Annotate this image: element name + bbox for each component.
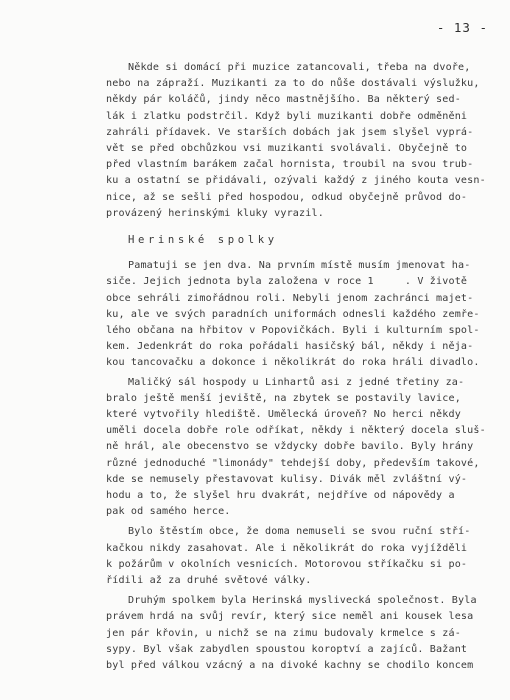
text-line: obce sehráli zimořádnou roli. Nebyli jenom zachránci majet-	[106, 292, 474, 304]
text-line: před vlastním barákem začal hornista, troubil na svou trub-	[106, 159, 474, 171]
text-line: Pamatuji se jen dva. Na prvním místě musím jmenovat ha-	[128, 260, 471, 272]
text-line: řídili až za druhé světové války.	[106, 575, 312, 586]
text-line: kačkou nikdy zasahovat. Ale i několikrát do roka vyjížděli	[106, 542, 468, 554]
text-line: ně hrál, ale obecenstvo se vždycky dobře bavilo. Byly hrány	[106, 441, 474, 453]
text-line: siče. Jejich jednota byla založena v roce 1 . V životě	[106, 276, 468, 288]
text-line: zahráli přídavek. Ve starších dobách jak jsem slyšel vyprá-	[106, 126, 474, 138]
text-line: Maličký sál hospody u Linhartů asi z jedné třetiny za-	[128, 376, 465, 388]
text-line: kde se nemusely přestavovat kulisy. Divák měl zvláštní vý-	[106, 473, 468, 485]
section-heading: Herinské spolky	[128, 234, 278, 246]
text-line: někdy pár koláčů, jindy něco mastnějšího. Ba některý sed-	[106, 94, 461, 106]
text-line: kem. Jedenkrát do roka pořádali hasičský bál, někdy i něja-	[106, 341, 474, 353]
text-line: Bylo štěstím obce, že doma nemuseli se svou ruční stří-	[128, 526, 471, 538]
text-line: právem hrdá na svůj revír, který sice neměl ani kousek lesa	[106, 611, 474, 623]
text-line: nice, až se sešli před hospodou, odkud obyčejně průvod do-	[106, 191, 468, 203]
text-line: ku a ostatní se přidávali, ozývali každý z jiného kouta vesn-	[106, 175, 486, 187]
text-line: sypy. Byl však zabydlen spoustou koroptví a zajíců. Bažant	[106, 643, 468, 655]
text-line: které vytvořily hlediště. Umělecká úroveň? No herci někdy	[106, 409, 461, 420]
text-line: pak od samého herce.	[106, 506, 231, 518]
text-line: byl před válkou vzácný a na divoké kachny se chodilo koncem	[106, 660, 474, 671]
text-line: vět se před obchůzkou vsi muzikanti svolávali. Obyčejně to	[106, 143, 468, 154]
text-line: ku, ale ve svých paradních uniformách odnesli každého zemře-	[106, 308, 480, 320]
text-line: uměli docela dobře role odříkat, někdy i některý docela sluš-	[106, 425, 486, 437]
text-line: jen pár křovin, u nichž se na zimu budovaly krmelce s zá-	[106, 627, 461, 639]
text-line: hodu a to, že slyšel hru dvakrát, nejdříve od nápovědy a	[106, 490, 455, 501]
text-line: různé jednoduché "limonády" tehdejší doby, především takové,	[106, 457, 480, 469]
text-line: bralo ještě menší jeviště, na zbytek se postavily lavice,	[106, 392, 461, 404]
text-line: Druhým spolkem byla Herinská myslivecká společnost. Byla	[128, 595, 477, 607]
text-line: provázený herinskými kluky vyrazil.	[106, 207, 324, 219]
text-line: lák i zlatku podstrčil. Když byli muzikanti dobře odměněni	[106, 110, 468, 122]
text-line: kou tancovačku a dokonce i několikrát do roka hráli divadlo.	[106, 357, 480, 369]
text-line: lého občana na hřbitov v Popovičkách. Byli i kulturním spol-	[106, 325, 480, 336]
text-line: k požárům v okolních vesnicích. Motorovou stříkačku si po-	[106, 558, 468, 570]
page-number: - 13 -	[436, 20, 488, 35]
text-line: nebo na zápraží. Muzikanti za to do nůše dostávali výslužku,	[106, 78, 480, 90]
text-line: Někde si domácí při muzice zatancovali, třeba na dvoře,	[128, 62, 471, 73]
